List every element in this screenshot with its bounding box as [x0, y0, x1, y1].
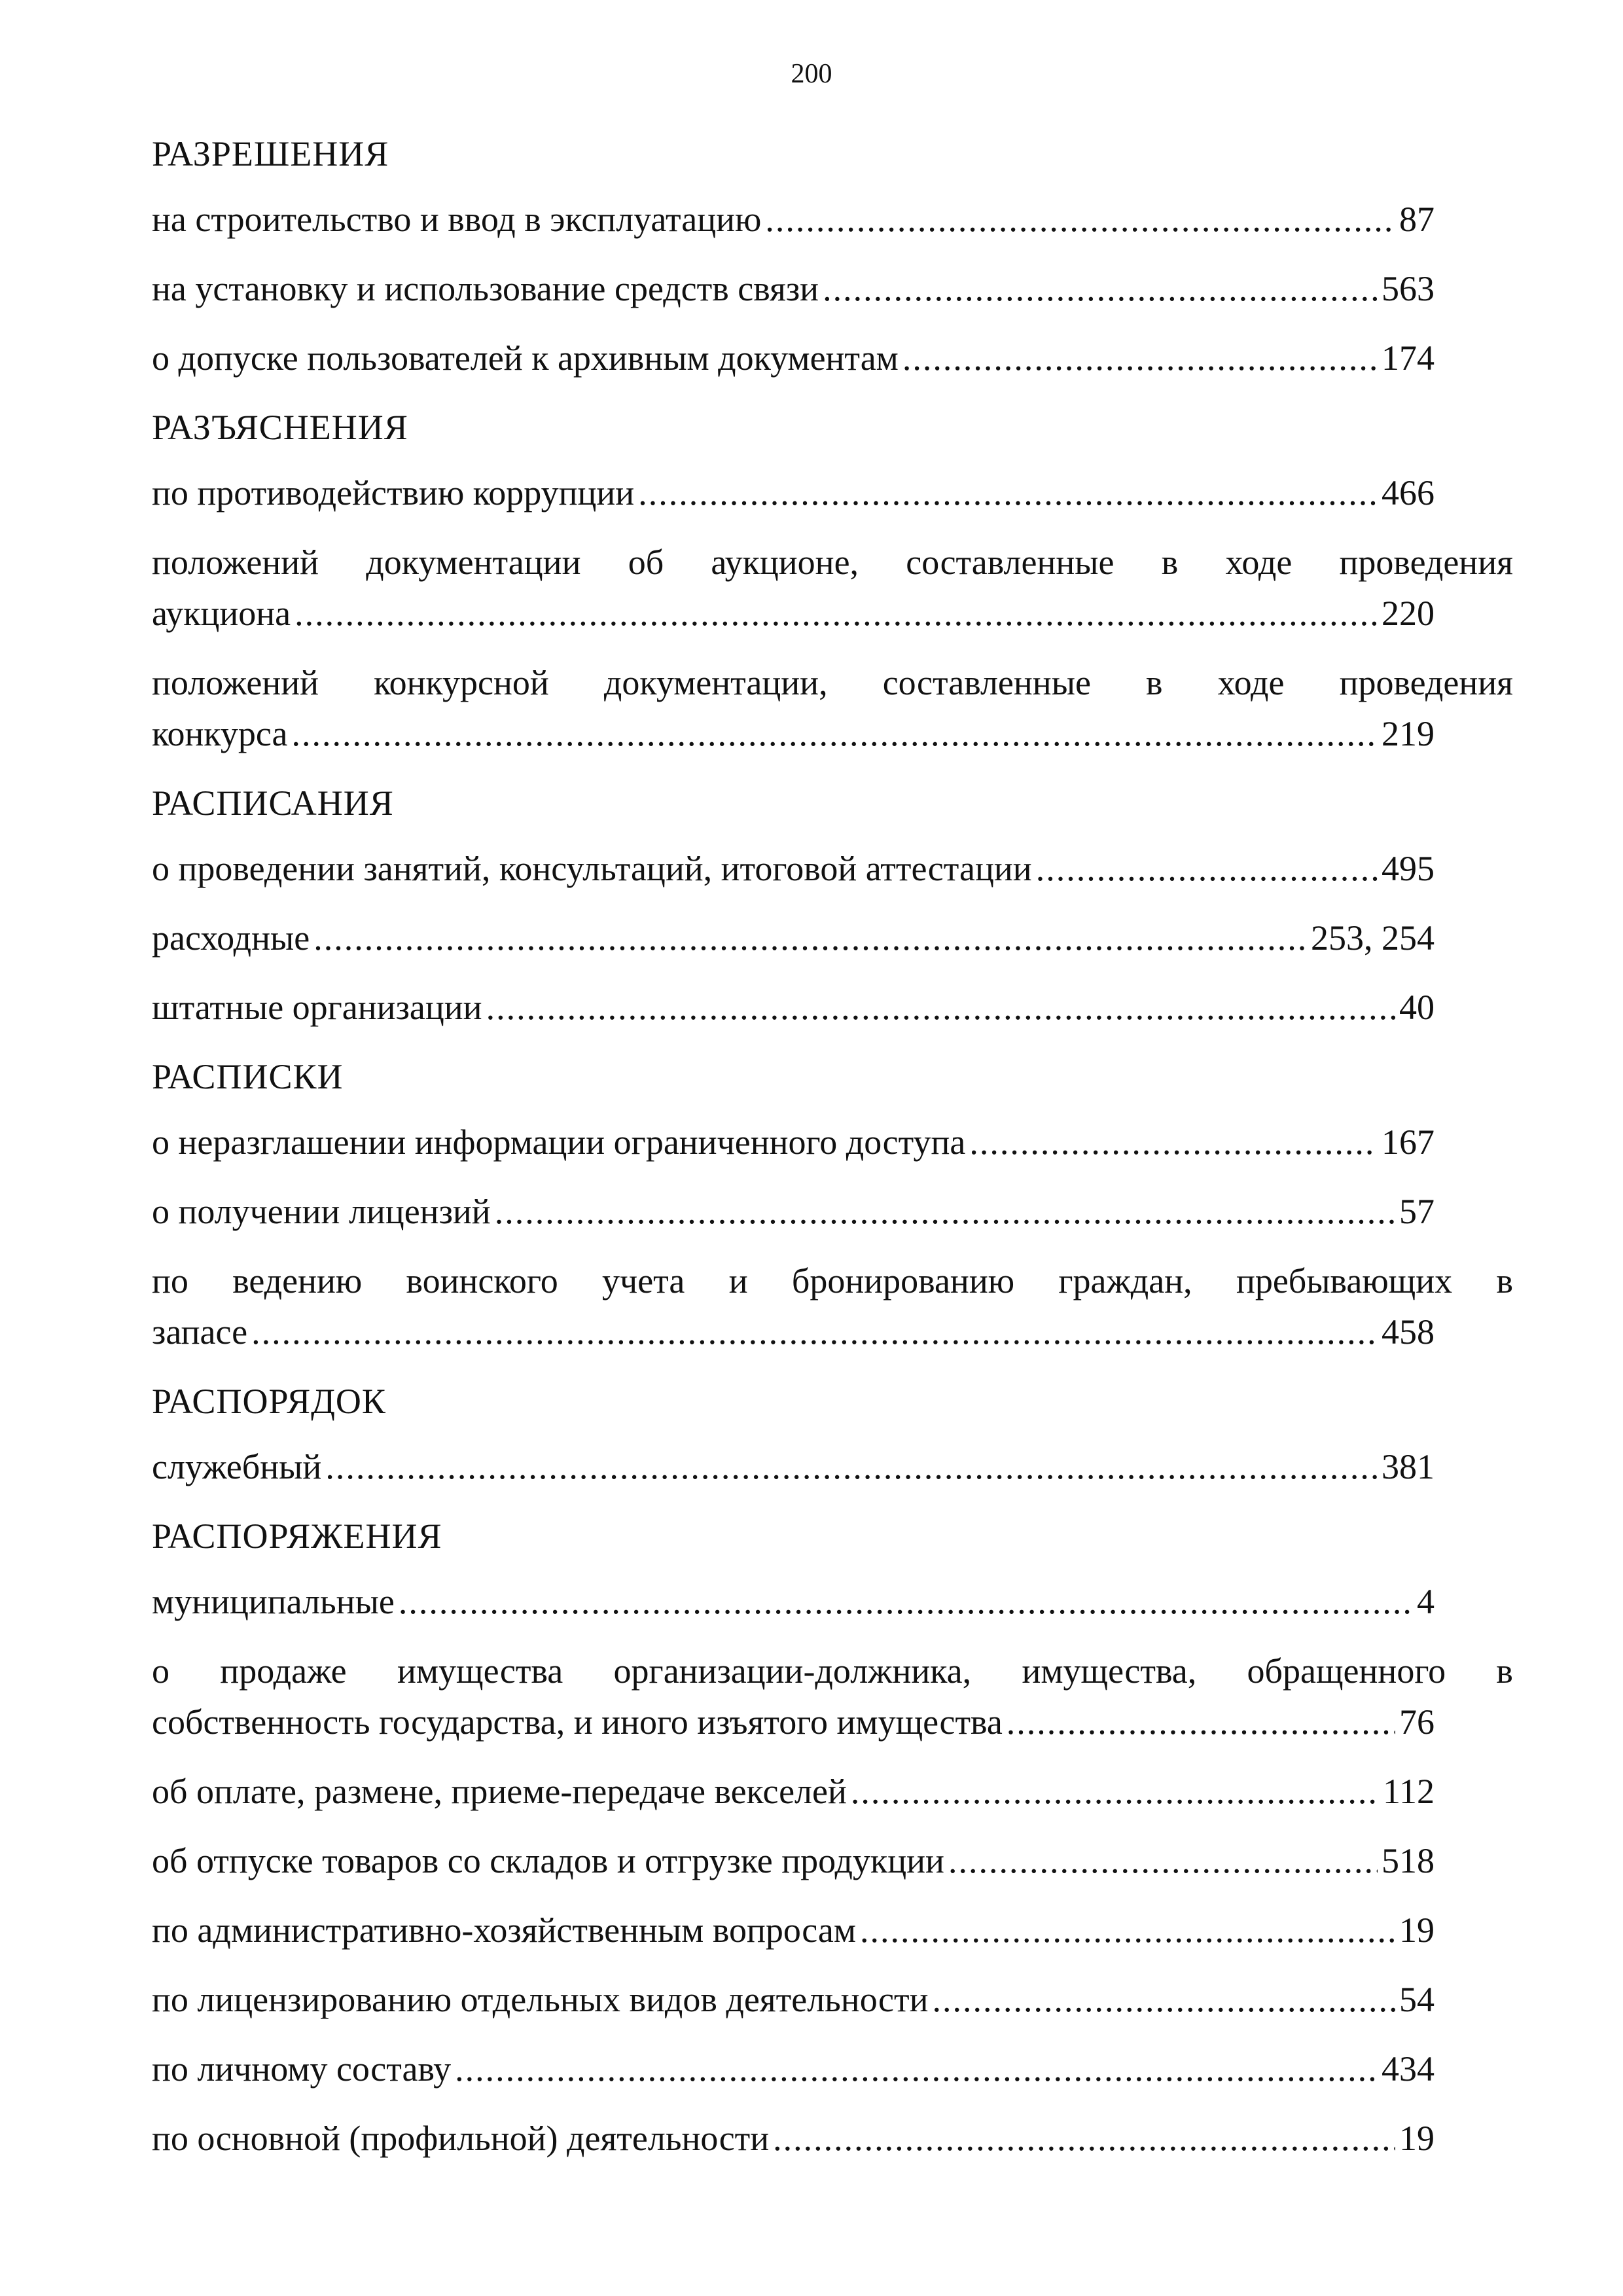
entry-word: организации-должника,	[613, 1651, 972, 1691]
entry-page-ref: 19	[1399, 2119, 1435, 2158]
dot-leader	[851, 1766, 1379, 1817]
section-heading: РАСПОРЯЖЕНИЯ	[152, 1516, 442, 1556]
entry-text: по противодействию коррупции	[152, 473, 635, 512]
section-heading: РАСПИСАНИЯ	[152, 783, 394, 823]
index-entry	[152, 1974, 1513, 2025]
dot-leader	[455, 2043, 1378, 2094]
entry-text: конкурса	[152, 714, 288, 753]
entry-page-ref: 518	[1382, 1841, 1435, 1880]
index-entry	[152, 912, 1513, 963]
entry-page-ref: 4	[1417, 1582, 1435, 1621]
entry-text: по основной (профильной) деятельности	[152, 2119, 770, 2158]
entry-text: служебный	[152, 1447, 322, 1486]
dot-leader	[486, 982, 1395, 1033]
dot-leader	[860, 1905, 1395, 1956]
index-entry	[152, 1645, 1513, 1748]
entry-line	[152, 708, 1435, 759]
section-heading: РАЗЪЯСНЕНИЯ	[152, 408, 408, 447]
entry-line	[152, 1186, 1435, 1237]
index-entry	[152, 1835, 1513, 1886]
index-entry	[152, 1186, 1513, 1237]
entry-word: имущества	[397, 1651, 563, 1691]
entry-line	[152, 467, 1435, 518]
index-entry	[152, 537, 1513, 639]
entry-line	[152, 2113, 1435, 2164]
index-section	[152, 1376, 1513, 1492]
dot-leader	[638, 467, 1378, 518]
entry-word: по	[152, 1261, 188, 1300]
entry-line	[152, 588, 1435, 639]
section-heading: РАЗРЕШЕНИЯ	[152, 134, 389, 173]
entry-text: о неразглашении информации ограниченного доступа	[152, 1122, 966, 1162]
entry-word: проведения	[1339, 543, 1513, 582]
entry-word: ведению	[232, 1261, 363, 1300]
entry-text: муниципальные	[152, 1582, 395, 1621]
entry-text: по лицензированию отдельных видов деятельности	[152, 1980, 929, 2019]
entry-text: о получении лицензий	[152, 1192, 491, 1231]
dot-leader	[251, 1306, 1378, 1357]
entry-word: проведения	[1339, 663, 1513, 702]
entry-first-line	[152, 1255, 1513, 1306]
entry-page-ref: 381	[1382, 1447, 1435, 1486]
entry-word: конкурсной	[374, 663, 549, 702]
index-section	[152, 402, 1513, 759]
dot-leader	[969, 1117, 1378, 1168]
dot-leader	[933, 1974, 1396, 2025]
index-section	[152, 778, 1513, 1033]
entry-page-ref: 87	[1399, 200, 1435, 239]
entry-line	[152, 1306, 1435, 1357]
entry-page-ref: 112	[1383, 1772, 1435, 1811]
entry-line	[152, 263, 1435, 314]
entry-line	[152, 1576, 1435, 1627]
entry-word: в	[1161, 543, 1179, 582]
entry-page-ref: 54	[1399, 1980, 1435, 2019]
index-entry	[152, 657, 1513, 759]
entry-word: продаже	[220, 1651, 347, 1691]
entry-word: об	[628, 543, 664, 582]
entry-line	[152, 194, 1435, 245]
entry-page-ref: 458	[1382, 1312, 1435, 1352]
entry-page-ref: 466	[1382, 473, 1435, 512]
entry-text: штатные организации	[152, 988, 482, 1027]
dot-leader	[1036, 843, 1378, 894]
index-entry	[152, 467, 1513, 518]
entry-line	[152, 332, 1435, 384]
entry-word: пребывающих	[1236, 1261, 1453, 1300]
entry-line	[152, 843, 1435, 894]
entry-text: об оплате, размене, приеме-передаче векселей	[152, 1772, 847, 1811]
entry-word: и	[728, 1261, 748, 1300]
entry-page-ref: 563	[1382, 269, 1435, 308]
entry-word: в	[1146, 663, 1163, 702]
entry-word: документации,	[603, 663, 828, 702]
entry-word: ходе	[1217, 663, 1285, 702]
entry-list	[152, 1576, 1513, 2164]
entry-text: расходные	[152, 918, 310, 958]
entry-page-ref: 167	[1382, 1122, 1435, 1162]
entry-first-line	[152, 1645, 1513, 1696]
index-section	[152, 1051, 1513, 1357]
entry-page-ref: 57	[1399, 1192, 1435, 1231]
index-entry	[152, 1905, 1513, 1956]
entry-text: о допуске пользователей к архивным документам	[152, 338, 899, 378]
index-entry	[152, 263, 1513, 314]
dot-leader	[294, 588, 1378, 639]
dot-leader	[948, 1835, 1378, 1886]
dot-leader	[399, 1576, 1413, 1627]
section-heading: РАСПОРЯДОК	[152, 1382, 386, 1421]
entry-word: составленные	[906, 543, 1115, 582]
page-number: 200	[791, 59, 832, 89]
index-entry	[152, 1117, 1513, 1168]
entry-text: об отпуске товаров со складов и отгрузке продукции	[152, 1841, 944, 1880]
entry-page-ref: 40	[1399, 988, 1435, 1027]
entry-text: по личному составу	[152, 2049, 452, 2089]
entry-word: положений	[152, 543, 319, 582]
entry-list	[152, 194, 1513, 384]
entry-word: положений	[152, 663, 319, 702]
section-heading: РАСПИСКИ	[152, 1057, 344, 1096]
entry-line	[152, 1441, 1435, 1492]
entry-word: аукционе,	[711, 543, 859, 582]
dot-leader	[1007, 1696, 1395, 1748]
index-section	[152, 128, 1513, 384]
index-entry	[152, 1576, 1513, 1627]
entry-word: о	[152, 1651, 169, 1691]
index-entry	[152, 332, 1513, 384]
entry-line	[152, 1905, 1435, 1956]
entry-text: по административно-хозяйственным вопросам	[152, 1910, 856, 1950]
dot-leader	[291, 708, 1378, 759]
entry-line	[152, 2043, 1435, 2094]
index-section	[152, 1511, 1513, 2164]
dot-leader	[495, 1186, 1395, 1237]
index-entry	[152, 982, 1513, 1033]
entry-text: на строительство и ввод в эксплуатацию	[152, 200, 762, 239]
entry-text: собственность государства, и иного изъятого имущества	[152, 1702, 1003, 1742]
index-entry	[152, 2113, 1513, 2164]
dot-leader	[325, 1441, 1378, 1492]
entry-word: граждан,	[1058, 1261, 1192, 1300]
entry-first-line	[152, 657, 1513, 708]
entry-first-line	[152, 537, 1513, 588]
entry-page-ref: 220	[1382, 594, 1435, 633]
dot-leader	[773, 2113, 1395, 2164]
entry-word: в	[1496, 1651, 1513, 1691]
entry-line	[152, 1766, 1435, 1817]
entry-word: в	[1496, 1261, 1513, 1300]
entry-word: ходе	[1225, 543, 1293, 582]
index-entry	[152, 1255, 1513, 1357]
entry-page-ref: 174	[1382, 338, 1435, 378]
entry-line	[152, 1696, 1435, 1748]
entry-page-ref: 219	[1382, 714, 1435, 753]
entry-word: документации	[366, 543, 581, 582]
entry-list	[152, 843, 1513, 1033]
entry-page-ref: 434	[1382, 2049, 1435, 2089]
entry-page-ref: 76	[1399, 1702, 1435, 1742]
entry-word: бронированию	[791, 1261, 1015, 1300]
index-entry	[152, 194, 1513, 245]
entry-line	[152, 982, 1435, 1033]
index-entry	[152, 1766, 1513, 1817]
entry-text: запасе	[152, 1312, 248, 1352]
entry-page-ref: 253, 254	[1311, 918, 1435, 958]
entry-text: аукциона	[152, 594, 291, 633]
entry-page-ref: 19	[1399, 1910, 1435, 1950]
entry-list	[152, 467, 1513, 759]
entry-word: воинского	[406, 1261, 558, 1300]
entry-list	[152, 1441, 1513, 1492]
index-entry	[152, 1441, 1513, 1492]
entry-text: на установку и использование средств связи	[152, 269, 819, 308]
index-entry	[152, 843, 1513, 894]
entry-list	[152, 1117, 1513, 1357]
entry-word: учета	[602, 1261, 685, 1300]
entry-line	[152, 1117, 1435, 1168]
index-entry	[152, 2043, 1513, 2094]
dot-leader	[902, 332, 1378, 384]
entry-text: о проведении занятий, консультаций, итоговой аттестации	[152, 849, 1032, 888]
entry-line	[152, 1835, 1435, 1886]
dot-leader	[313, 912, 1307, 963]
entry-word: составленные	[882, 663, 1091, 702]
entry-word: имущества,	[1022, 1651, 1197, 1691]
dot-leader	[823, 263, 1378, 314]
entry-line	[152, 912, 1435, 963]
index-content	[152, 128, 1513, 2182]
entry-word: обращенного	[1247, 1651, 1446, 1691]
dot-leader	[765, 194, 1395, 245]
entry-line	[152, 1974, 1435, 2025]
entry-page-ref: 495	[1382, 849, 1435, 888]
